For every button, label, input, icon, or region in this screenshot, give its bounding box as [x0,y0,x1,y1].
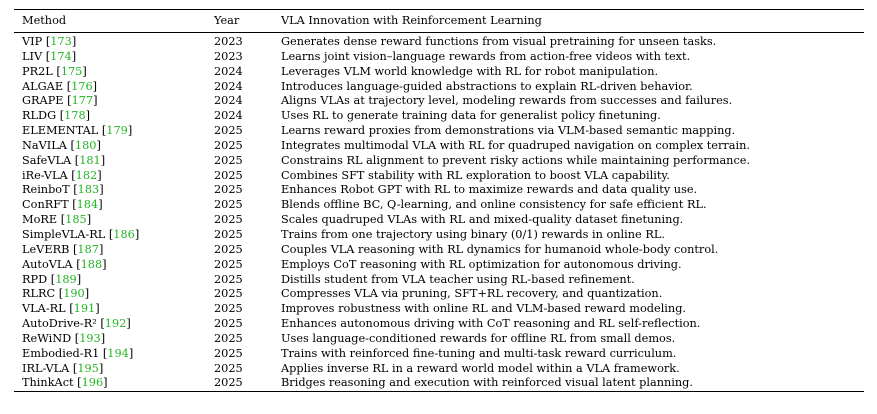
method-name: IRL-VLA [22,361,70,375]
table-row [14,198,864,213]
method-cell: LIV [174] [22,49,77,63]
year-cell: 2025 [214,183,243,197]
innovation-cell: Couples VLA reasoning with RL dynamics for humanoid whole-body control. [281,242,719,256]
citation-link[interactable]: 177 [71,94,94,108]
method-cell: MoRE [185] [22,213,92,227]
innovation-cell: Improves robustness with online RL and VLM-based reward modeling. [281,302,687,316]
citation-link[interactable]: 174 [50,49,72,63]
citation-link[interactable]: 176 [71,79,93,93]
table-row [14,169,864,184]
innovation-cell: Compresses VLA via pruning, SFT+RL recovery, and quantization. [281,287,663,301]
method-cell: PR2L [175] [22,64,87,78]
table-row [14,287,864,302]
method-name: ALGAE [22,79,64,93]
method-name: AutoVLA [22,257,73,271]
innovation-cell: Generates dense reward functions from visual pretraining for unseen tasks. [281,35,717,48]
method-cell: SafeVLA [181] [22,153,106,167]
method-name: Embodied-R1 [22,346,100,360]
citation-link[interactable]: 178 [64,109,86,123]
method-name: ELEMENTAL [22,124,99,138]
innovation-cell: Combines SFT stability with RL exploration to boost VLA capability. [281,168,670,182]
innovation-cell: Learns joint vision–language rewards from action-free videos with text. [281,49,691,63]
citation-link[interactable]: 196 [81,376,104,390]
method-name: LIV [22,49,43,63]
innovation-cell: Introduces language-guided abstractions to explain RL-driven behavior. [281,79,693,93]
innovation-cell: Scales quadruped VLAs with RL and mixed-quality dataset finetuning. [281,213,684,227]
citation-link[interactable]: 173 [50,35,72,48]
table-row [14,65,864,80]
table-row [14,273,864,288]
method-cell: iRe-VLA [182] [22,168,102,182]
table-row [14,258,864,273]
header-year: Year [214,14,240,27]
method-cell: ALGAE [176] [22,79,98,93]
year-cell: 2025 [214,242,243,256]
year-cell: 2024 [214,94,243,108]
method-name: RPD [22,272,48,286]
methods-table [14,10,864,391]
citation-link[interactable]: 183 [77,183,100,197]
method-cell: RPD [189] [22,272,82,286]
method-cell: NaVILA [180] [22,138,101,152]
innovation-cell: Uses RL to generate training data for generalist policy finetuning. [281,109,661,123]
citation-link[interactable]: 184 [76,198,99,212]
method-name: AutoDrive-R² [22,317,97,331]
year-cell: 2025 [214,227,243,241]
method-name: ReWiND [22,331,72,345]
table-row [14,183,864,198]
table-row [14,154,864,169]
table-row [14,213,864,228]
bottom-rule [14,391,864,392]
citation-link[interactable]: 195 [77,361,99,375]
method-name: ConRFT [22,198,69,212]
method-cell: RLRC [190] [22,287,90,301]
table-row [14,109,864,124]
citation-link[interactable]: 181 [79,153,101,167]
citation-link[interactable]: 186 [113,227,135,241]
innovation-cell: Aligns VLAs at trajectory level, modeling rewards from successes and failures. [281,94,733,108]
citation-link[interactable]: 193 [79,331,101,345]
year-cell: 2025 [214,272,243,286]
method-name: LeVERB [22,242,70,256]
table-row [14,376,864,391]
year-cell: 2023 [214,49,243,63]
innovation-cell: Uses language-conditioned rewards for offline RL from small demos. [281,331,676,345]
method-cell: ReWiND [193] [22,331,106,345]
method-cell: AutoDrive-R² [192] [22,317,131,331]
year-cell: 2025 [214,361,243,375]
citation-link[interactable]: 185 [65,213,87,227]
citation-link[interactable]: 194 [107,346,129,360]
year-cell: 2025 [214,331,243,345]
year-cell: 2025 [214,317,243,331]
table-row [14,94,864,109]
method-name: RLDG [22,109,57,123]
year-cell: 2024 [214,64,243,78]
year-cell: 2025 [214,198,243,212]
innovation-cell: Enhances autonomous driving with CoT reasoning and RL self-reflection. [281,317,701,331]
table-row [14,332,864,347]
header-innovation: VLA Innovation with Reinforcement Learning [281,14,542,27]
table-row [14,347,864,362]
table-row [14,302,864,317]
table-body [14,33,864,391]
method-cell: LeVERB [187] [22,242,104,256]
innovation-cell: Trains with reinforced fine-tuning and multi-task reward curriculum. [281,346,677,360]
year-cell: 2023 [214,35,243,48]
innovation-cell: Integrates multimodal VLA with RL for quadruped navigation on complex terrain. [281,138,750,152]
method-name: SafeVLA [22,153,72,167]
table-row [14,243,864,258]
innovation-cell: Bridges reasoning and execution with reinforced visual latent planning. [281,376,693,390]
year-cell: 2025 [214,124,243,138]
innovation-cell: Enhances Robot GPT with RL to maximize rewards and data quality use. [281,183,698,197]
citation-link[interactable]: 180 [74,138,97,152]
citation-link[interactable]: 182 [75,168,98,182]
year-cell: 2025 [214,302,243,316]
method-name: PR2L [22,64,53,78]
table-row [14,80,864,95]
table-row [14,317,864,332]
year-cell: 2025 [214,153,243,167]
innovation-cell: Employs CoT reasoning with RL optimization for autonomous driving. [281,257,682,271]
method-cell: ReinboT [183] [22,183,104,197]
method-cell: IRL-VLA [195] [22,361,104,375]
table-row [14,50,864,65]
table-row [14,139,864,154]
methods-table-container [14,9,864,392]
method-name: MoRE [22,213,58,227]
citation-link[interactable]: 187 [77,242,99,256]
method-cell: AutoVLA [188] [22,257,107,271]
table-row [14,33,864,50]
year-cell: 2025 [214,257,243,271]
table-row [14,362,864,377]
method-name: ThinkAct [22,376,74,390]
method-name: iRe-VLA [22,168,68,182]
year-cell: 2025 [214,376,243,390]
method-name: NaVILA [22,138,67,152]
method-cell: ConRFT [184] [22,198,103,212]
innovation-cell: Constrains RL alignment to prevent risky actions while maintaining performance. [281,153,751,167]
method-name: RLRC [22,287,56,301]
innovation-cell: Distills student from VLA teacher using RL-based refinement. [281,272,635,286]
method-cell: RLDG [178] [22,109,91,123]
year-cell: 2024 [214,109,243,123]
year-cell: 2025 [214,213,243,227]
method-name: VLA-RL [22,302,66,316]
citation-link[interactable]: 189 [55,272,77,286]
method-cell: SimpleVLA-RL [186] [22,227,140,241]
method-name: ReinboT [22,183,70,197]
method-cell: GRAPE [177] [22,94,98,108]
citation-link[interactable]: 190 [63,287,85,301]
citation-link[interactable]: 175 [60,64,83,78]
method-cell: ThinkAct [196] [22,376,108,390]
year-cell: 2025 [214,346,243,360]
innovation-cell: Learns reward proxies from demonstrations via VLM-based semantic mapping. [281,124,736,138]
year-cell: 2025 [214,138,243,152]
innovation-cell: Trains from one trajectory using binary (0/1) rewards in online RL. [281,227,665,241]
citation-link[interactable]: 191 [73,302,96,316]
citation-link[interactable]: 179 [106,124,128,138]
method-cell: Embodied-R1 [194] [22,346,134,360]
innovation-cell: Leverages VLM world knowledge with RL for robot manipulation. [281,64,659,78]
method-cell: VIP [173] [22,35,77,48]
method-cell: ELEMENTAL [179] [22,124,133,138]
citation-link[interactable]: 192 [104,317,127,331]
method-name: VIP [22,35,43,48]
innovation-cell: Blends offline BC, Q-learning, and online consistency for safe efficient RL. [281,198,707,212]
method-name: SimpleVLA-RL [22,227,106,241]
innovation-cell: Applies inverse RL in a reward world model within a VLA framework. [281,361,680,375]
year-cell: 2025 [214,168,243,182]
header-row [14,10,864,32]
citation-link[interactable]: 188 [80,257,103,271]
header-method: Method [22,14,67,27]
year-cell: 2025 [214,287,243,301]
table-row [14,228,864,243]
method-name: GRAPE [22,94,64,108]
method-cell: VLA-RL [191] [22,302,100,316]
year-cell: 2024 [214,79,243,93]
table-row [14,124,864,139]
